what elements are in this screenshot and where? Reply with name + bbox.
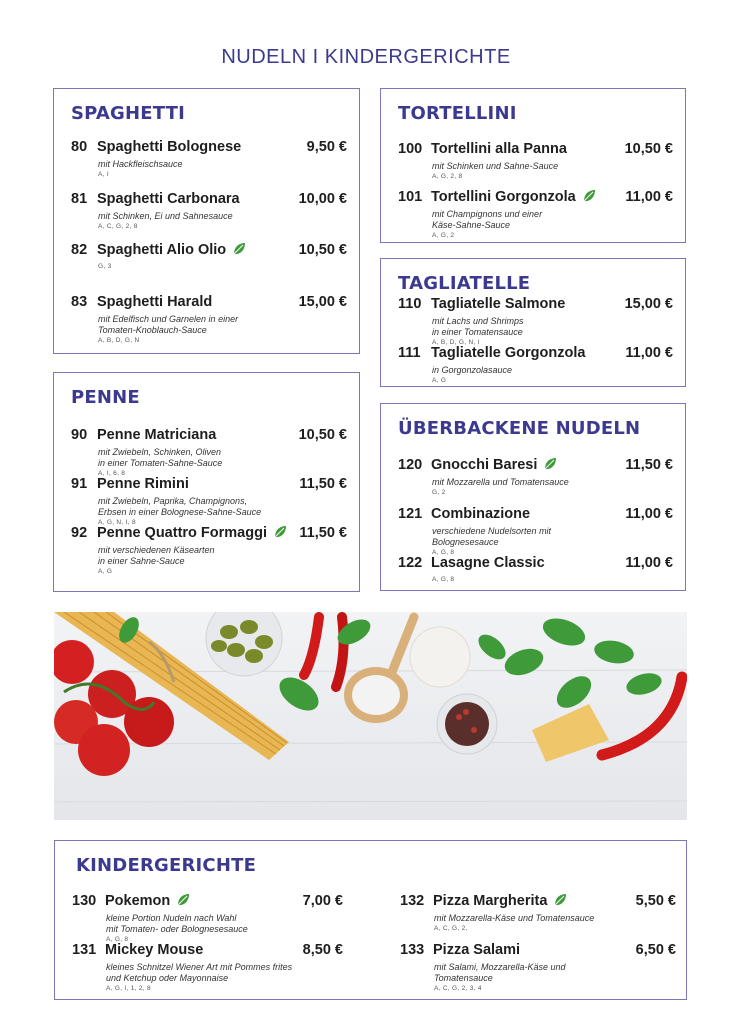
section-heading: SPAGHETTI bbox=[71, 103, 186, 124]
item-description bbox=[432, 575, 454, 584]
item-price: 6,50 € bbox=[635, 942, 676, 958]
item-name: Spaghetti Harald bbox=[97, 294, 213, 310]
menu-item bbox=[381, 296, 685, 348]
item-description: kleine Portion Nudeln nach Wahl mit Tomaten- oder Bolognesesauce A, G, 8 bbox=[106, 913, 248, 943]
menu-item bbox=[54, 139, 359, 191]
item-allergens: G, 3 bbox=[98, 263, 112, 270]
menu-item bbox=[54, 242, 359, 294]
item-price: 15,00 € bbox=[624, 296, 673, 312]
item-number: 111 bbox=[398, 345, 421, 361]
item-description: mit Edelfisch und Garnelen in einer Tomaten-Knoblauch-Sauce A, B, D, G, N bbox=[98, 314, 239, 344]
item-name: Spaghetti Alio Olio bbox=[97, 242, 246, 258]
vegetarian-leaf-icon bbox=[232, 242, 246, 256]
menu-item bbox=[54, 525, 359, 577]
food-photo bbox=[54, 612, 687, 820]
item-number: 80 bbox=[71, 139, 88, 155]
item-name: Combinazione bbox=[431, 506, 531, 522]
item-allergens: A, G, N, I, 8 bbox=[98, 519, 136, 526]
item-number: 90 bbox=[71, 427, 88, 443]
item-name: Lasagne Classic bbox=[431, 555, 545, 571]
item-price: 11,50 € bbox=[299, 476, 347, 492]
item-description: mit Schinken und Sahne-Sauce A, G, 2, 8 bbox=[432, 161, 559, 180]
menu-item bbox=[383, 942, 688, 994]
item-name: Pokemon bbox=[105, 893, 190, 909]
item-allergens: A, G, 2, 8 bbox=[432, 173, 463, 180]
section-penne bbox=[53, 372, 360, 592]
item-price: 10,50 € bbox=[298, 242, 347, 258]
item-name: Mickey Mouse bbox=[105, 942, 204, 958]
item-price: 10,50 € bbox=[298, 427, 347, 443]
item-description: mit Hackfleischsauce A, I bbox=[98, 159, 183, 178]
item-number: 81 bbox=[71, 191, 88, 207]
vegetarian-leaf-icon bbox=[582, 189, 596, 203]
section-heading: ÜBERBACKENE NUDELN bbox=[398, 418, 641, 439]
item-price: 9,50 € bbox=[306, 139, 347, 155]
item-number: 92 bbox=[71, 525, 88, 541]
menu-item bbox=[381, 345, 685, 397]
menu-item bbox=[381, 189, 685, 241]
item-price: 10,50 € bbox=[624, 141, 673, 157]
item-description: mit Zwiebeln, Paprika, Champignons, Erbsen in einer Bolognese-Sahne-Sauce A, G, N, I, 8 bbox=[98, 496, 262, 526]
item-price: 11,00 € bbox=[625, 189, 673, 205]
vegetarian-leaf-icon bbox=[543, 457, 557, 471]
menu-item bbox=[381, 457, 685, 509]
item-description: mit verschiedenen Käsearten in einer Sahne-Sauce A, G bbox=[98, 545, 215, 575]
menu-item bbox=[55, 942, 355, 994]
item-description: mit Mozzarella-Käse und Tomatensauce A, C, G, 2, bbox=[434, 913, 595, 932]
menu-item bbox=[381, 555, 685, 607]
menu-item bbox=[383, 893, 688, 945]
item-price: 11,50 € bbox=[625, 457, 673, 473]
item-name: Tagliatelle Gorgonzola bbox=[431, 345, 586, 361]
item-description: mit Lachs und Shrimps in einer Tomatensauce A, B, D, G, N, I bbox=[432, 316, 524, 346]
item-number: 110 bbox=[398, 296, 422, 312]
item-name: Tagliatelle Salmone bbox=[431, 296, 566, 312]
item-price: 11,00 € bbox=[625, 345, 673, 361]
section-heading: TAGLIATELLE bbox=[398, 273, 531, 294]
item-description: in Gorgonzolasauce A, G bbox=[432, 365, 513, 384]
menu-item bbox=[381, 141, 685, 193]
item-number: 131 bbox=[72, 942, 97, 958]
item-name: Penne Quattro Formaggi bbox=[97, 525, 287, 541]
item-name: Tortellini Gorgonzola bbox=[431, 189, 596, 205]
item-allergens: A, G, 8 bbox=[106, 936, 129, 943]
item-number: 130 bbox=[72, 893, 97, 909]
item-price: 7,00 € bbox=[302, 893, 343, 909]
item-allergens: A, B, D, G, N, I bbox=[432, 339, 480, 346]
item-allergens: A, I, 6, 8 bbox=[98, 470, 126, 477]
section-tortellini bbox=[380, 88, 686, 243]
item-name: Penne Rimini bbox=[97, 476, 189, 492]
item-name: Spaghetti Carbonara bbox=[97, 191, 240, 207]
item-description: mit Champignons und einer Käse-Sahne-Sauce A, G, 2 bbox=[432, 209, 543, 239]
food-illustration bbox=[54, 612, 687, 820]
item-allergens: A, C, G, 2, bbox=[434, 925, 468, 932]
item-number: 91 bbox=[71, 476, 88, 492]
item-number: 133 bbox=[400, 942, 425, 958]
item-price: 15,00 € bbox=[298, 294, 347, 310]
section-spaghetti bbox=[53, 88, 360, 354]
item-number: 83 bbox=[71, 294, 88, 310]
menu-item bbox=[54, 427, 359, 479]
section-heading: PENNE bbox=[71, 387, 140, 408]
item-number: 132 bbox=[400, 893, 425, 909]
item-name: Pizza Salami bbox=[433, 942, 521, 958]
section-kindergerichte bbox=[54, 840, 687, 1000]
section-tagliatelle bbox=[380, 258, 686, 387]
item-name: Tortellini alla Panna bbox=[431, 141, 567, 157]
item-price: 11,50 € bbox=[299, 525, 347, 541]
vegetarian-leaf-icon bbox=[273, 525, 287, 539]
item-allergens: A, G bbox=[98, 568, 113, 575]
menu-item bbox=[54, 476, 359, 528]
item-allergens: A, I bbox=[98, 171, 109, 178]
item-name: Penne Matriciana bbox=[97, 427, 217, 443]
item-allergens: A, G, I, 1, 2, 8 bbox=[106, 985, 151, 992]
item-allergens: A, G, 2 bbox=[432, 232, 455, 239]
item-number: 122 bbox=[398, 555, 423, 571]
item-allergens: A, B, D, G, N bbox=[98, 337, 140, 344]
item-allergens: A, G bbox=[432, 377, 447, 384]
item-price: 8,50 € bbox=[302, 942, 343, 958]
item-price: 10,00 € bbox=[298, 191, 347, 207]
section-ueberbackene-nudeln bbox=[380, 403, 686, 591]
page-title: NUDELN I KINDERGERICHTE bbox=[221, 46, 511, 68]
item-allergens: G, 2 bbox=[432, 489, 446, 496]
item-number: 120 bbox=[398, 457, 423, 473]
item-price: 11,00 € bbox=[625, 506, 673, 522]
vegetarian-leaf-icon bbox=[553, 893, 567, 907]
item-allergens: A, C, G, 2, 8 bbox=[98, 223, 138, 230]
garlic bbox=[410, 627, 470, 687]
item-price: 5,50 € bbox=[635, 893, 676, 909]
item-name: Spaghetti Bolognese bbox=[97, 139, 242, 155]
menu-item bbox=[55, 893, 355, 945]
item-allergens: A, C, G, 2, 3, 4 bbox=[434, 985, 482, 992]
item-description bbox=[98, 262, 111, 271]
item-number: 100 bbox=[398, 141, 423, 157]
item-number: 121 bbox=[398, 506, 423, 522]
item-allergens: A, G, 8 bbox=[432, 549, 455, 556]
menu-item bbox=[54, 191, 359, 243]
menu-item bbox=[54, 294, 359, 346]
item-description: mit Mozzarella und Tomatensauce G, 2 bbox=[432, 477, 569, 496]
item-price: 11,00 € bbox=[625, 555, 673, 571]
item-number: 101 bbox=[398, 189, 423, 205]
item-description: verschiedene Nudelsorten mit Bolognesesauce A, G, 8 bbox=[432, 526, 552, 556]
item-number: 82 bbox=[71, 242, 88, 258]
item-name: Pizza Margherita bbox=[433, 893, 567, 909]
section-heading: TORTELLINI bbox=[398, 103, 517, 124]
peppercorn-bowl bbox=[437, 694, 497, 754]
item-name: Gnocchi Baresi bbox=[431, 457, 557, 473]
vegetarian-leaf-icon bbox=[176, 893, 190, 907]
menu-item bbox=[381, 506, 685, 558]
item-allergens: A, G, 8 bbox=[432, 576, 455, 583]
item-description: kleines Schnitzel Wiener Art mit Pommes frites und Ketchup oder Mayonnaise A, G, I, 1, 2, 8 bbox=[106, 962, 293, 992]
item-description: mit Schinken, Ei und Sahnesauce A, C, G, 2, 8 bbox=[98, 211, 233, 230]
section-heading: KINDERGERICHTE bbox=[76, 855, 257, 876]
item-description: mit Salami, Mozzarella-Käse und Tomatensauce A, C, G, 2, 3, 4 bbox=[434, 962, 566, 992]
item-description: mit Zwiebeln, Schinken, Oliven in einer Tomaten-Sahne-Sauce A, I, 6, 8 bbox=[98, 447, 223, 477]
